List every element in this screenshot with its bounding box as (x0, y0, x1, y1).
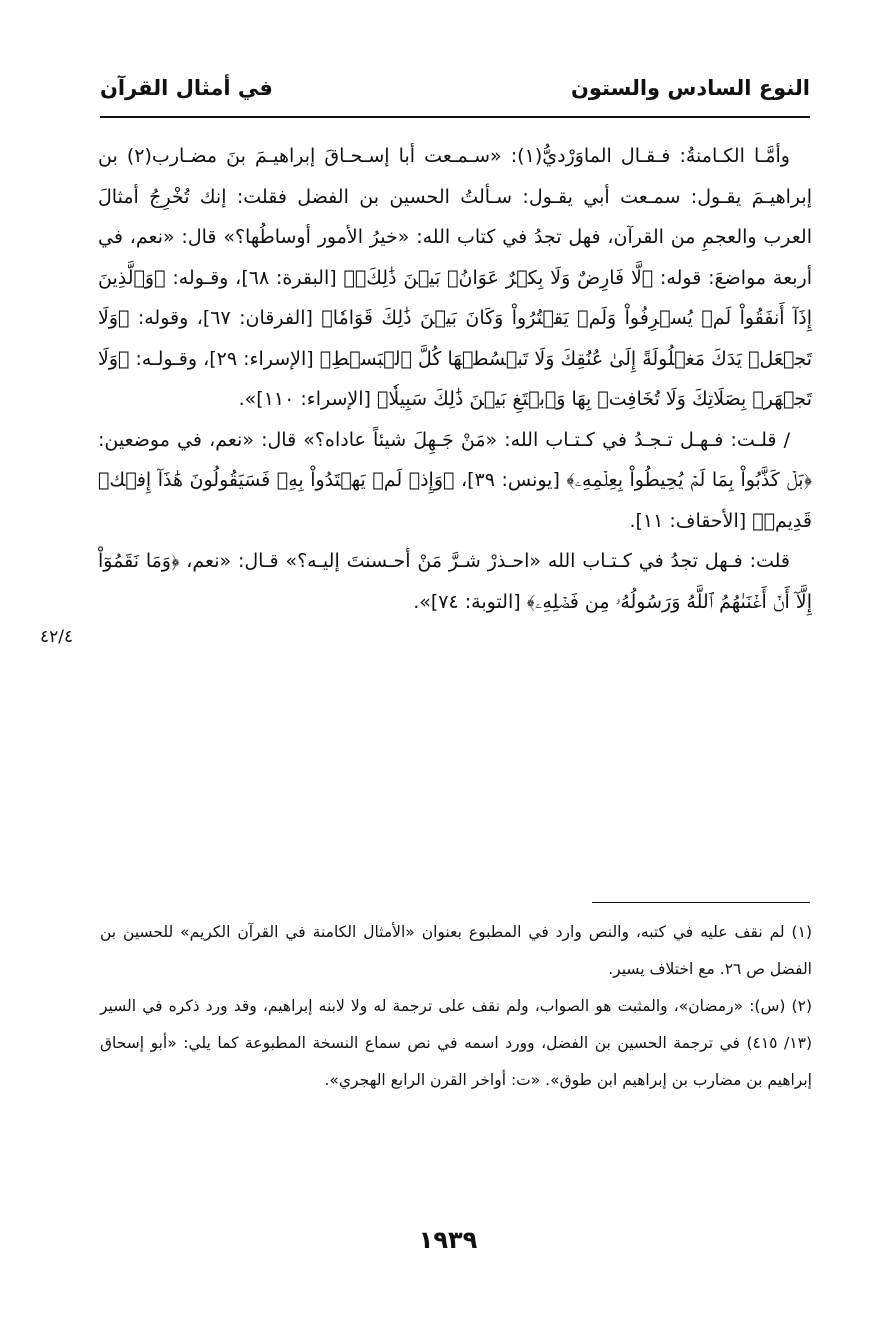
footnote-1: (١) لم نقف عليه في كتبه، والنص وارد في المطبوع بعنوان «الأمثال الكامنة في القرآن الكريم» للحسين بن الفضل ص ٢٦. مع اختلاف يسير. (100, 923, 812, 978)
main-text (98, 136, 812, 622)
paragraph-ignorance: / قلـت: فـهـل تـجـدُ في كـتـاب الله: «مَنْ جَـهِلَ شيئاً عاداه؟» قال: «نعم، في موضعين: ﴿بَلۡ كَذَّبُواْ بِمَا لَمۡ يُحِيطُواْ بِعِلۡمِهِۦ﴾ [يونس: ٣٩]، ﴿وَإِذۡ لَمۡ يَهۡتَدُواْ بِهِۦ فَسَيَقُولُونَ هَٰذَآ إِفۡكٞ قَدِيمٞ﴾ [الأحقاف: ١١]. (98, 428, 812, 532)
footnote-2: (٢) (س): «رمضان»، والمثبت هو الصواب، ولم نقف على ترجمة له ولا لابنه إبراهيم، وقد ورد ذكره في السير (١٣/ ٤١٥) في ترجمة الحسين بن الفضل، وورد اسمه في نص سماع النسخة المطبوعة كما يلي: «أبو إسحاق إبراهيم بن مضارب بن إبراهيم ابن طوق». «ت: أواخر القرن الرابع الهجري». (100, 997, 812, 1089)
paragraph-hidden-proverbs: وأمَّـا الكـامنةُ: فـقـال الماوَرْديُّ(١): «سـمـعت أبا إسـحـاقَ إبراهيـمَ بنَ مضـارب(٢) بن إبراهيـمَ يقـول: سمـعت أبي يقـول: سـألتُ الحسين بن الفضل فقلت: إنك تُخْرِجُ أمثالَ العرب والعجمِ من القرآن، فهل تجدُ في كتاب الله: «خيرُ الأمور أوساطُها؟» قال: «نعم، في أربعة مواضعَ: قوله: ﴿لَّا فَارِضٌ وَلَا بِكۡرٌ عَوَانُۢ بَيۡنَ ذَٰلِكَۖ﴾ [البقرة: ٦٨]، وقـوله: ﴿وَٱلَّذِينَ إِذَآ أَنفَقُواْ لَمۡ يُسۡرِفُواْ وَلَمۡ يَقۡتُرُواْ وَكَانَ بَيۡنَ ذَٰلِكَ قَوَامٗا﴾ [الفرقان: ٦٧]، وقوله: ﴿وَلَا تَجۡعَلۡ يَدَكَ مَغۡلُولَةً إِلَىٰ عُنُقِكَ وَلَا تَبۡسُطۡهَا كُلَّ ٱلۡبَسۡطِ﴾ [الإسراء: ٢٩]، وقـولـه: ﴿وَلَا تَجۡهَرۡ بِصَلَاتِكَ وَلَا تُخَافِتۡ بِهَا وَٱبۡتَغِ بَيۡنَ ذَٰلِكَ سَبِيلٗا﴾ [الإسراء: ١١٠]». (98, 145, 812, 410)
page-number: ١٩٣٩ (418, 1226, 478, 1254)
paragraph-beware-evil: قلت: فـهل تجدُ في كـتـاب الله «احـذرْ شـرَّ مَنْ أحـسنتَ إليـه؟» قـال: «نعم، ﴿وَمَا نَقَمُوٓاْ إِلَّآ أَنۡ أَغۡنَىٰهُمُ ٱللَّهُ وَرَسُولُهُۥ مِن فَضۡلِهِۦ﴾ [التوبة: ٧٤]». (98, 550, 812, 613)
footnote-separator (592, 902, 810, 903)
book-title: في أمثال القرآن (100, 76, 273, 100)
footnotes (100, 914, 812, 1099)
running-header (100, 72, 810, 118)
margin-reference: ٤٢/٤ (40, 627, 74, 647)
chapter-title: النوع السادس والستون (570, 76, 810, 100)
